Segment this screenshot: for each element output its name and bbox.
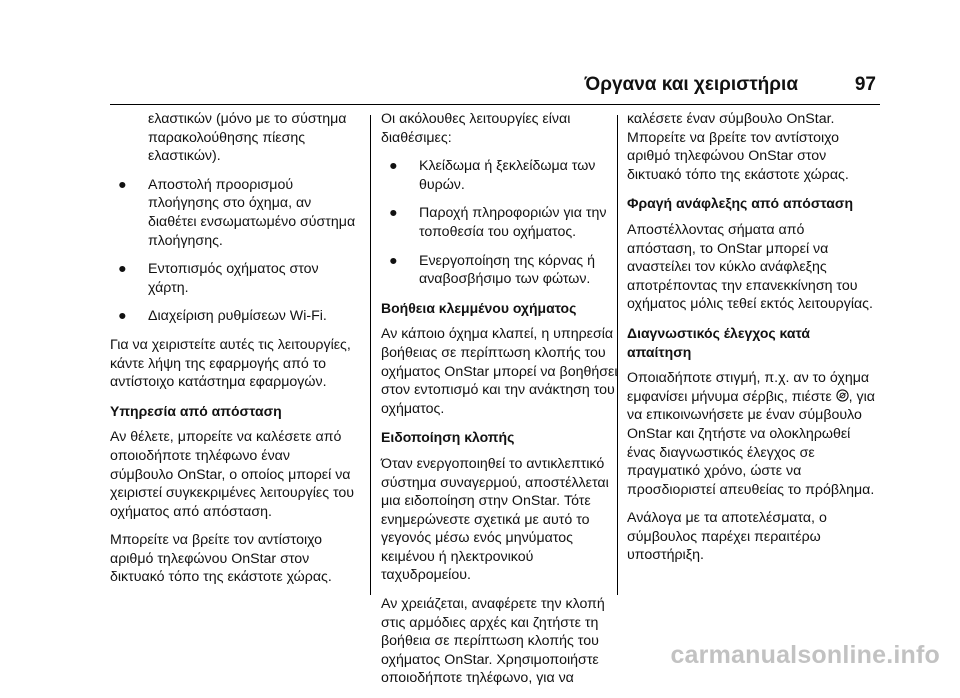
paragraph: Αποστέλλοντας σήματα από απόσταση, το OnStar μπορεί να αναστείλει τον κύκλο ανάφλεξης αποτρέποντας την επανεκκίνηση του οχήματος μόλις τεθεί εκτός λειτουργίας. bbox=[627, 221, 873, 313]
list-item-text: Ενεργοποίηση της κόρνας ή αναβοσβήσιμο των φώτων. bbox=[419, 252, 595, 288]
section-heading: Φραγή ανάφλεξης από απόσταση bbox=[627, 195, 854, 212]
section-heading: Υπηρεσία από απόσταση bbox=[110, 402, 282, 419]
list-item-text: Εντοπισμός οχήματος στον χάρτη. bbox=[148, 261, 319, 296]
list-item bbox=[381, 252, 624, 289]
header-title: Όργανα και χειριστήρια bbox=[584, 74, 798, 95]
paragraph bbox=[627, 369, 877, 499]
bullet-marker: ● bbox=[389, 158, 398, 175]
column-3 bbox=[627, 110, 877, 575]
paragraph-text: Οποιαδήποτε στιγμή, π.χ. αν το όχημα εμφανίσει μήνυμα σέρβις, πιέστε bbox=[627, 370, 870, 405]
bullet-marker: ● bbox=[118, 261, 127, 278]
list-item-text: Παροχή πληροφοριών για την τοποθεσία του οχήματος. bbox=[419, 205, 607, 240]
list-item-text: Αποστολή προορισμού πλοήγησης στο όχημα, αν διαθέτει ενσωματωμένο σύστημα πλοήγησης. bbox=[148, 176, 356, 249]
column-divider-1 bbox=[370, 115, 371, 595]
onstar-button-icon bbox=[836, 389, 849, 402]
list-item-text: Διαχείριση ρυθμίσεων Wi-Fi. bbox=[148, 308, 327, 325]
watermark-text: carmanualsonline.info bbox=[670, 641, 940, 669]
list-item bbox=[110, 307, 356, 326]
list-item bbox=[110, 260, 356, 297]
page-header bbox=[110, 70, 880, 105]
paragraph: Μπορείτε να βρείτε τον αντίστοιχο αριθμό τηλεφώνου OnStar στον δικτυακό τόπο της εκάστοτε χώρας. bbox=[110, 532, 332, 586]
column-1 bbox=[110, 110, 356, 597]
list-item bbox=[110, 176, 356, 250]
paragraph-text: , για να επικοινωνήσετε με έναν σύμβουλο OnStar και ζητήστε να ολοκληρωθεί ένας διαγνωστικός έλεγχος σε πραγματικό χρόνο, ώστε να προσδιοριστεί απευθείας το πρόβλημα. bbox=[627, 388, 875, 498]
section-heading: Βοήθεια κλεμμένου οχήματος bbox=[381, 299, 577, 316]
paragraph: Ανάλογα με τα αποτελέσματα, ο σύμβουλος παρέχει περαιτέρω υποστήριξη. bbox=[627, 510, 827, 564]
paragraph: Για να χειριστείτε αυτές τις λειτουργίες, κάντε λήψη της εφαρμογής από το αντίστοιχο κατάστημα εφαρμογών. bbox=[110, 336, 351, 391]
section-heading: Διαγνωστικός έλεγχος κατά απαίτηση bbox=[627, 324, 810, 360]
bullet-marker: ● bbox=[389, 252, 398, 269]
list-item bbox=[381, 204, 624, 241]
list-item bbox=[381, 157, 624, 194]
bullet-marker: ● bbox=[389, 205, 398, 222]
paragraph: καλέσετε έναν σύμβουλο OnStar. Μπορείτε να βρείτε τον αντίστοιχο αριθμό τηλεφώνου OnStar στον δικτυακό τόπο της εκάστοτε χώρας. bbox=[627, 111, 849, 183]
bullet-continuation: ελαστικών (μόνο με το σύστημα παρακολούθησης πίεσης ελαστικών). bbox=[148, 111, 347, 165]
bullet-marker: ● bbox=[118, 308, 127, 325]
list-item-text: Κλείδωμα ή ξεκλείδωμα των θυρών. bbox=[419, 158, 596, 193]
bullet-marker: ● bbox=[118, 176, 127, 193]
page-number: 97 bbox=[854, 74, 876, 95]
paragraph: Οι ακόλουθες λειτουργίες είναι διαθέσιμες: bbox=[381, 111, 571, 146]
column-2 bbox=[381, 110, 624, 698]
section-heading: Ειδοποίηση κλοπής bbox=[381, 429, 515, 446]
paragraph: Αν κάποιο όχημα κλαπεί, η υπηρεσία βοήθειας σε περίπτωση κλοπής του οχήματος OnStar μπορεί να βοηθήσει στον εντοπισμό και την ανάκτηση του οχήματος. bbox=[381, 326, 618, 417]
paragraph: Όταν ενεργοποιηθεί το αντικλεπτικό σύστημα συναγερμού, αποστέλλεται μια ειδοποίηση στην OnStar. Τότε ενημερώνεστε σχετικά με αυτό το γεγονός μέσω ενός μηνύματος κειμένου ή ηλεκτρονικού ταχυδρομείου. bbox=[381, 455, 609, 584]
paragraph: Αν θέλετε, μπορείτε να καλέσετε από οποιοδήποτε τηλέφωνο έναν σύμβουλο OnStar, ο οποίος μπορεί να χειριστεί συγκεκριμένες λειτουργίες του οχήματος από απόσταση. bbox=[110, 429, 355, 520]
paragraph: Αν χρειάζεται, αναφέρετε την κλοπή στις αρμόδιες αρχές και ζητήστε τη βοήθεια σε περίπτωση κλοπής του οχήματος OnStar. Χρησιμοποιήστε οποιοδήποτε τηλέφωνο, για να bbox=[381, 596, 605, 687]
